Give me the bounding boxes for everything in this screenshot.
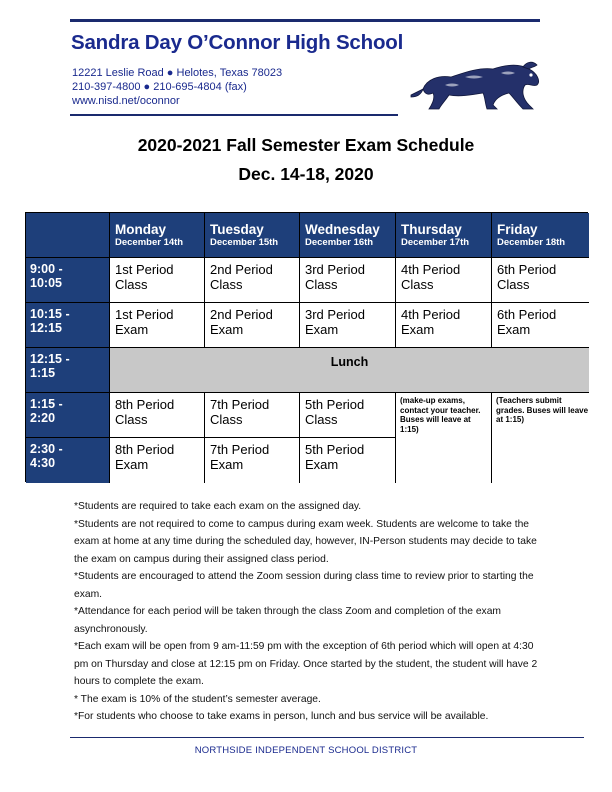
- day-name: Thursday: [401, 222, 462, 237]
- day-date: December 14th: [115, 237, 184, 248]
- school-website[interactable]: www.nisd.net/oconnor: [72, 95, 180, 107]
- school-phone: 210-397-4800 ● 210-695-4804 (fax): [72, 81, 247, 93]
- time-slot-2: 10:15 - 12:15: [26, 303, 110, 348]
- exam-note: *For students who choose to take exams in person, lunch and bus service will be available.: [74, 711, 489, 722]
- thursday-note: (make-up exams, contact your teacher. Buses will leave at 1:15): [396, 393, 492, 483]
- day-date: December 18th: [497, 237, 566, 248]
- day-header-tuesday: [205, 213, 300, 258]
- day-date: December 17th: [401, 237, 470, 248]
- exam-note: *Each exam will be open from 9 am-11:59 pm with the exception of 6th period which will open at 4:30 pm on Thursday and close at 12:15 pm on Friday. Once started by the student, the student will have 2 hours to complete the exam.: [74, 641, 538, 687]
- slot-exam: 1st Period Exam: [110, 303, 205, 348]
- exam-note: * The exam is 10% of the student’s semester average.: [74, 693, 321, 705]
- day-name: Wednesday: [305, 222, 380, 237]
- slot-class: 5th Period Class: [300, 393, 396, 438]
- school-name: Sandra Day O’Connor High School: [71, 31, 404, 54]
- time-slot-3: 12:15 - 1:15: [26, 348, 110, 393]
- time-slot-4: 1:15 - 2:20: [26, 393, 110, 438]
- slot-class: 7th Period Class: [205, 393, 300, 438]
- slot-exam: 2nd Period Exam: [205, 303, 300, 348]
- table-corner: [26, 213, 110, 258]
- day-header-wednesday: [300, 213, 396, 258]
- exam-schedule-dates: Dec. 14-18, 2020: [238, 164, 374, 184]
- day-date: December 16th: [305, 237, 374, 248]
- slot-class: 6th Period Class: [492, 258, 589, 303]
- day-name: Friday: [497, 222, 538, 237]
- slot-exam: 3rd Period Exam: [300, 303, 396, 348]
- header-bottom-rule: [70, 114, 398, 116]
- header-top-rule: [70, 19, 540, 22]
- friday-note: (Teachers submit grades. Buses will leave at 1:15): [492, 393, 589, 483]
- exam-note: *Students are encouraged to attend the Zoom session during class time to review prior to starting the exam.: [74, 571, 534, 600]
- exam-schedule-title: 2020-2021 Fall Semester Exam Schedule: [137, 135, 475, 155]
- slot-class: 2nd Period Class: [205, 258, 300, 303]
- slot-exam: 5th Period Exam: [300, 438, 396, 483]
- slot-exam: 8th Period Exam: [110, 438, 205, 483]
- slot-exam: 6th Period Exam: [492, 303, 589, 348]
- day-name: Monday: [115, 222, 167, 237]
- exam-notes: [74, 498, 544, 726]
- day-header-friday: [492, 213, 589, 258]
- slot-exam: 4th Period Exam: [396, 303, 492, 348]
- slot-class: 3rd Period Class: [300, 258, 396, 303]
- time-slot-5: 2:30 - 4:30: [26, 438, 110, 483]
- exam-note: *Students are not required to come to campus during exam week. Students are welcome to take the exam at home at any time during the scheduled day, however, IN-Person students may decide to take the exam on campus during their assigned class period.: [74, 518, 537, 565]
- school-address: 12221 Leslie Road ● Helotes, Texas 78023: [72, 67, 283, 79]
- slot-class: 8th Period Class: [110, 393, 205, 438]
- day-date: December 15th: [210, 237, 279, 248]
- time-slot-1: 9:00 - 10:05: [26, 258, 110, 303]
- slot-class: 1st Period Class: [110, 258, 205, 303]
- day-name: Tuesday: [210, 222, 264, 237]
- slot-class: 4th Period Class: [396, 258, 492, 303]
- day-header-monday: [110, 213, 205, 258]
- footer-rule: [70, 737, 584, 738]
- exam-note: *Attendance for each period will be taken through the class Zoom and completion of the exam asynchronously.: [74, 606, 501, 635]
- panther-logo: [405, 55, 545, 115]
- exam-schedule-table: [25, 212, 588, 482]
- slot-exam: 7th Period Exam: [205, 438, 300, 483]
- day-header-thursday: [396, 213, 492, 258]
- lunch-row: Lunch: [110, 348, 589, 393]
- district-footer: NORTHSIDE INDEPENDENT SCHOOL DISTRICT: [194, 745, 418, 756]
- exam-note: *Students are required to take each exam on the assigned day.: [74, 501, 362, 512]
